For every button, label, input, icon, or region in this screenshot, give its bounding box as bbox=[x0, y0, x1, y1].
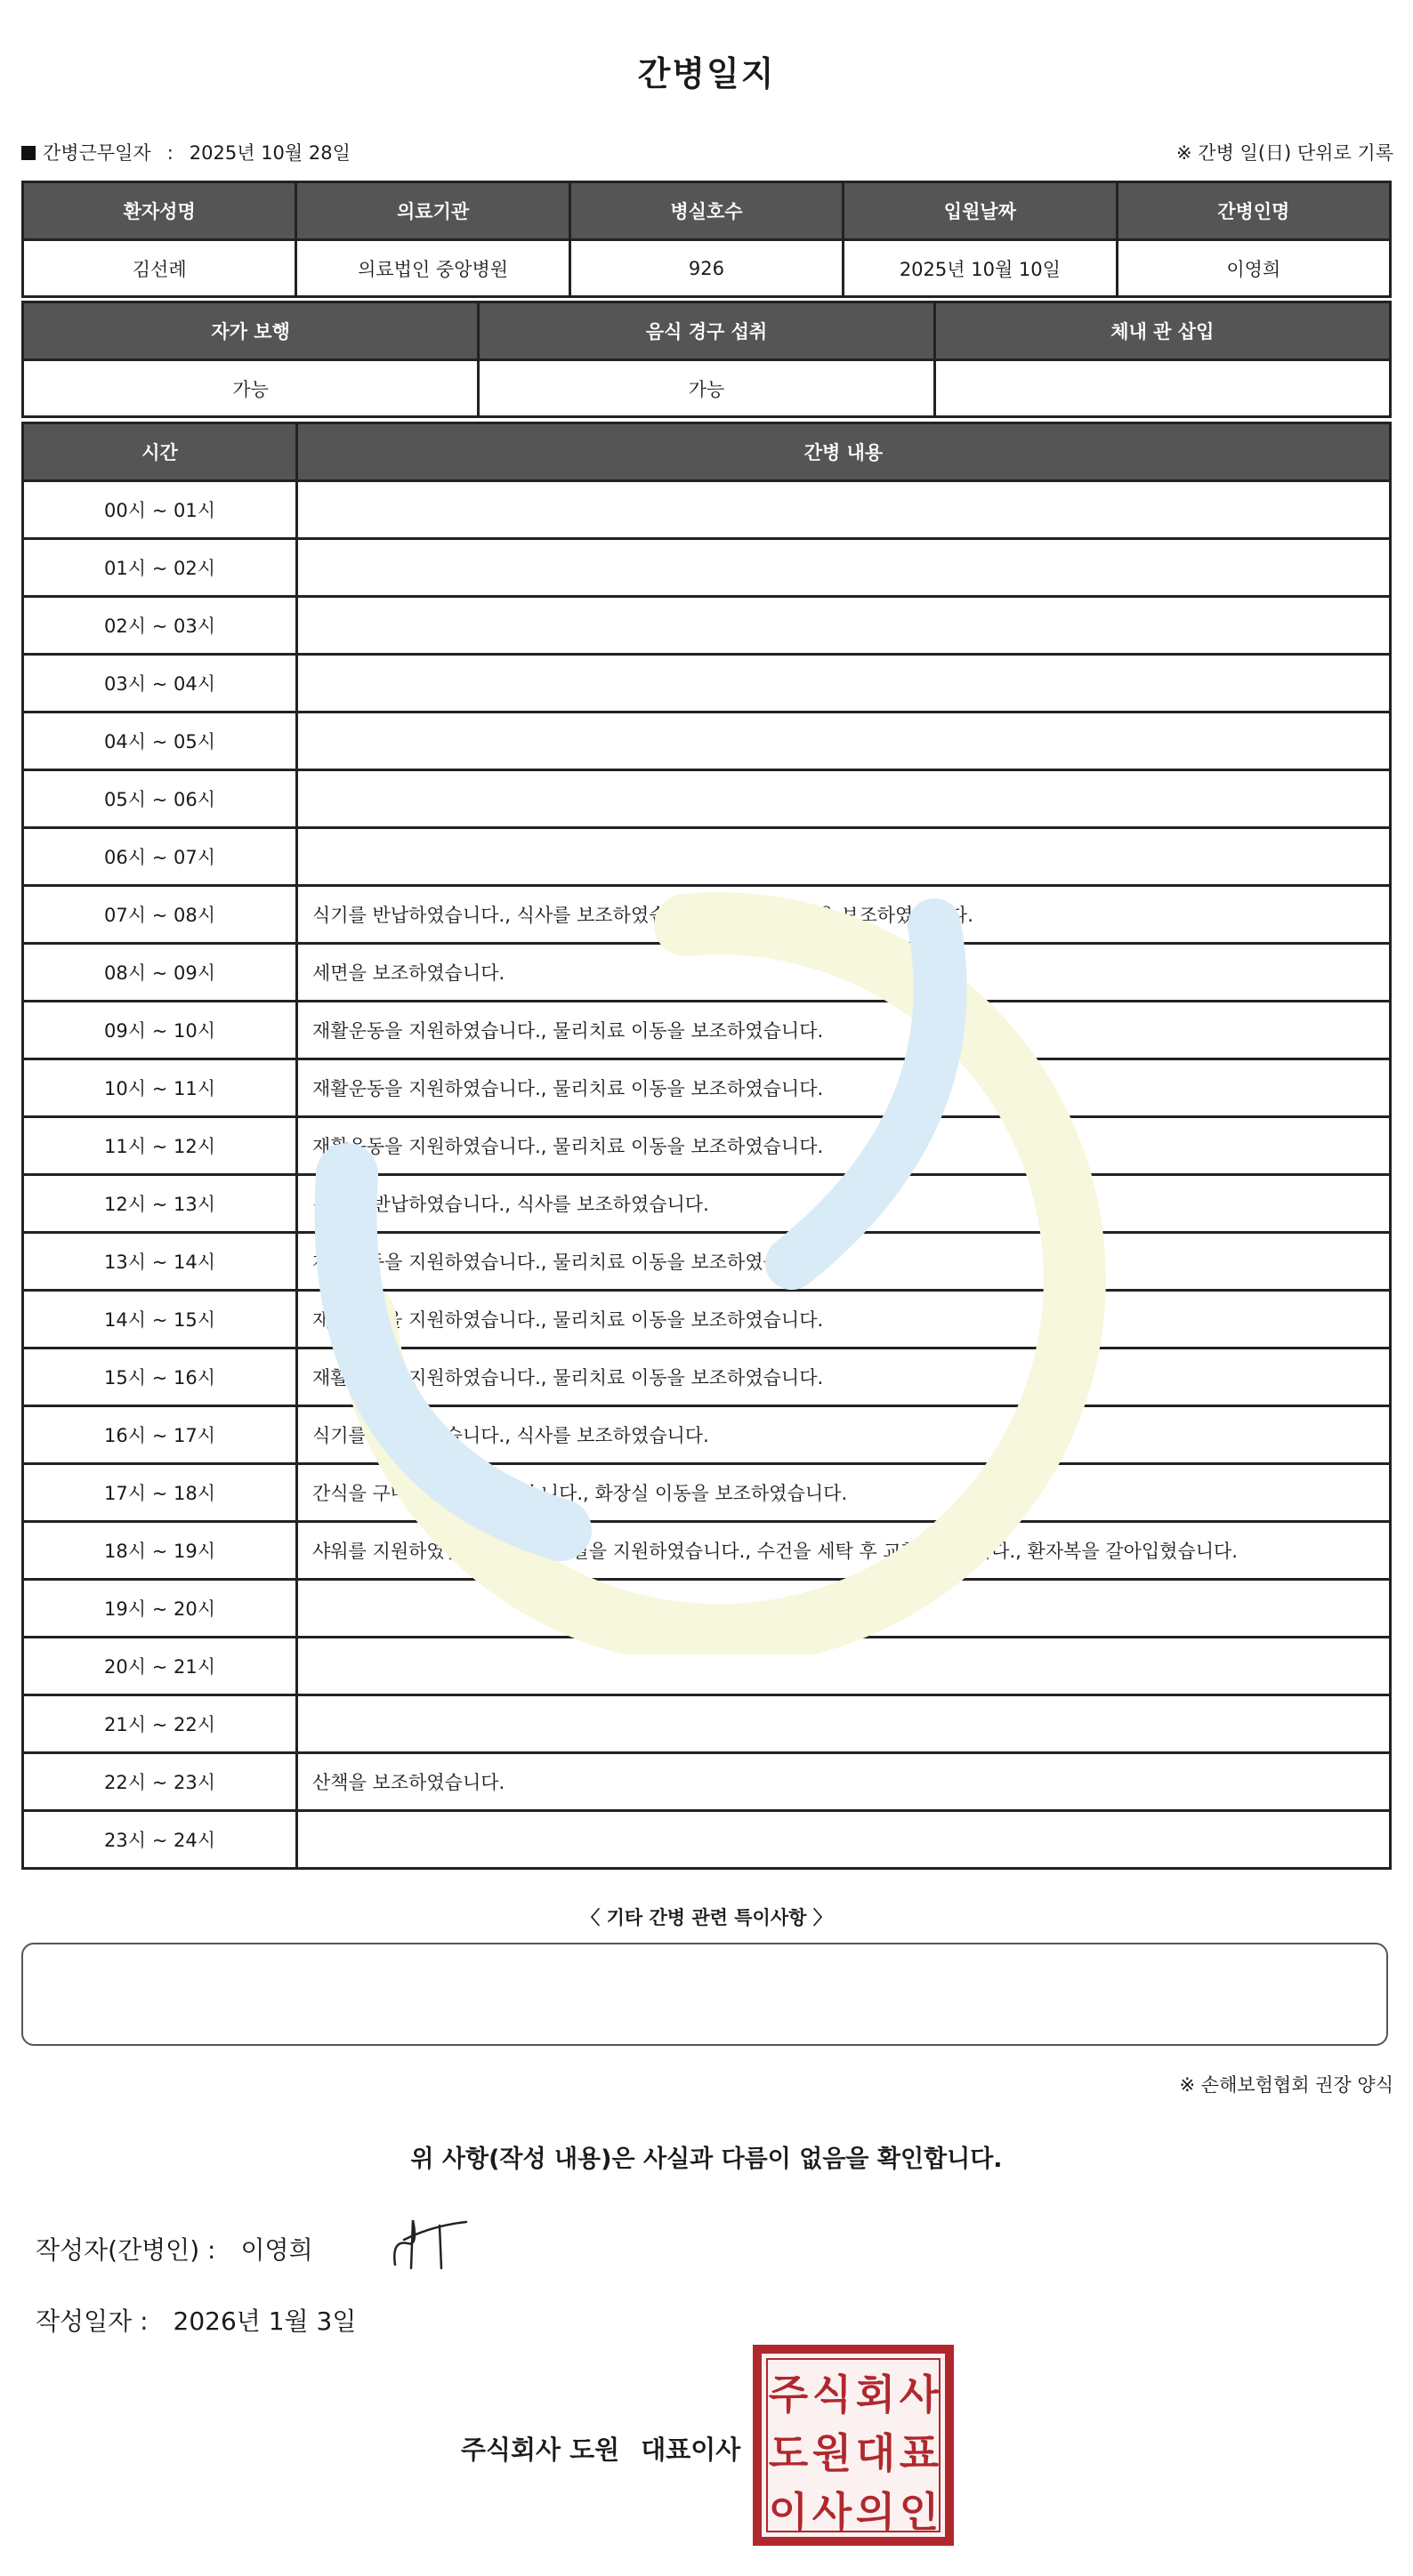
time-slot: 05시 ~ 06시 bbox=[23, 770, 297, 828]
header-caregiver-name: 간병인명 bbox=[1117, 182, 1390, 240]
time-slot: 09시 ~ 10시 bbox=[23, 1002, 297, 1059]
care-content: 재활운동을 지원하였습니다., 물리치료 이동을 보조하였습니다. bbox=[297, 1291, 1391, 1348]
table-row bbox=[23, 655, 1391, 712]
writer-line bbox=[36, 2231, 313, 2266]
table-row bbox=[23, 712, 1391, 770]
time-slot: 16시 ~ 17시 bbox=[23, 1406, 297, 1464]
document-title: 간병일지 bbox=[637, 54, 776, 93]
time-slot: 07시 ~ 08시 bbox=[23, 886, 297, 944]
header-oral-intake: 음식 경구 섭취 bbox=[479, 302, 934, 360]
self-walking-value: 가능 bbox=[23, 360, 479, 417]
hospital-value: 의료법인 중앙병원 bbox=[296, 240, 569, 297]
seal-character: 사 bbox=[811, 2488, 852, 2536]
seal-character: 주 bbox=[768, 2371, 809, 2419]
table-row bbox=[23, 1811, 1391, 1869]
care-content: 식기를 반납하였습니다., 식사를 보조하였습니다. bbox=[297, 1175, 1391, 1233]
tube-insertion-value bbox=[934, 360, 1390, 417]
care-log-table bbox=[21, 422, 1392, 1870]
time-slot: 14시 ~ 15시 bbox=[23, 1291, 297, 1348]
seal-character: 회 bbox=[855, 2371, 896, 2419]
time-slot: 17시 ~ 18시 bbox=[23, 1464, 297, 1522]
time-slot: 02시 ~ 03시 bbox=[23, 597, 297, 655]
time-slot: 23시 ~ 24시 bbox=[23, 1811, 297, 1869]
table-row bbox=[23, 1406, 1391, 1464]
patient-info-header-row bbox=[23, 182, 1391, 240]
time-slot: 01시 ~ 02시 bbox=[23, 539, 297, 597]
care-content: 식기를 반납하였습니다., 식사를 보조하였습니다. bbox=[297, 1406, 1391, 1464]
care-content bbox=[297, 1638, 1391, 1695]
care-content: 샤워를 지원하였습니다., 구강청결을 지원하였습니다., 수건을 세탁 후 교환하였습니다., 환자복을 갈아입혔습니다. bbox=[297, 1522, 1391, 1580]
work-date-separator: : bbox=[166, 142, 174, 164]
writer-label: 작성자(간병인) : bbox=[36, 2235, 216, 2265]
written-date-line bbox=[36, 2302, 356, 2338]
care-content bbox=[297, 1695, 1391, 1753]
written-date-value: 2026년 1월 3일 bbox=[173, 2306, 357, 2336]
time-slot: 11시 ~ 12시 bbox=[23, 1117, 297, 1175]
seal-character: 대 bbox=[855, 2429, 896, 2477]
table-row bbox=[23, 1753, 1391, 1811]
work-date-label: 간병근무일자 bbox=[43, 142, 151, 164]
table-row bbox=[23, 944, 1391, 1002]
care-content: 간식을 구매하여 제공하였습니다., 화장실 이동을 보조하였습니다. bbox=[297, 1464, 1391, 1522]
care-content bbox=[297, 481, 1391, 539]
patient-status-value-row bbox=[23, 360, 1391, 417]
seal-character: 사 bbox=[899, 2371, 940, 2419]
seal-character: 이 bbox=[768, 2488, 809, 2536]
seal-character: 의 bbox=[855, 2488, 896, 2536]
header-hospital: 의료기관 bbox=[296, 182, 569, 240]
care-content bbox=[297, 1811, 1391, 1869]
time-slot: 10시 ~ 11시 bbox=[23, 1059, 297, 1117]
time-slot: 13시 ~ 14시 bbox=[23, 1233, 297, 1291]
table-row bbox=[23, 1580, 1391, 1638]
record-note: ※ 간병 일(日) 단위로 기록 bbox=[1176, 142, 1393, 164]
work-date-value: 2025년 10월 28일 bbox=[189, 142, 351, 164]
square-bullet-icon bbox=[21, 146, 36, 160]
table-row bbox=[23, 539, 1391, 597]
care-content: 세면을 보조하였습니다. bbox=[297, 944, 1391, 1002]
time-slot: 18시 ~ 19시 bbox=[23, 1522, 297, 1580]
patient-info-value-row bbox=[23, 240, 1391, 297]
room-number-value: 926 bbox=[569, 240, 843, 297]
patient-status-header-row bbox=[23, 302, 1391, 360]
header-tube-insertion: 체내 관 삽입 bbox=[934, 302, 1390, 360]
seal-character: 식 bbox=[811, 2371, 852, 2419]
seal-character: 원 bbox=[811, 2429, 852, 2477]
care-content: 재활운동을 지원하였습니다., 물리치료 이동을 보조하였습니다. bbox=[297, 1233, 1391, 1291]
admission-date-value: 2025년 10월 10일 bbox=[844, 240, 1117, 297]
care-content bbox=[297, 1580, 1391, 1638]
table-row bbox=[23, 770, 1391, 828]
care-content: 식기를 반납하였습니다., 식사를 보조하였습니다., 화장실 이동을 보조하였습니다. bbox=[297, 886, 1391, 944]
company-name: 주식회사 도원 bbox=[461, 2435, 620, 2465]
written-date-label: 작성일자 : bbox=[36, 2306, 149, 2336]
time-slot: 15시 ~ 16시 bbox=[23, 1348, 297, 1406]
header-self-walking: 자가 보행 bbox=[23, 302, 479, 360]
oral-intake-value: 가능 bbox=[479, 360, 934, 417]
representative-title: 대표이사 bbox=[641, 2435, 741, 2465]
header-care-content: 간병 내용 bbox=[297, 423, 1391, 481]
seal-character: 표 bbox=[899, 2429, 940, 2477]
table-row bbox=[23, 1638, 1391, 1695]
care-content bbox=[297, 770, 1391, 828]
table-row bbox=[23, 481, 1391, 539]
time-slot: 21시 ~ 22시 bbox=[23, 1695, 297, 1753]
care-content bbox=[297, 828, 1391, 886]
remarks-title: 〈 기타 간병 관련 특이사항 〉 bbox=[581, 1907, 832, 1928]
patient-status-table bbox=[21, 301, 1392, 418]
care-content: 재활운동을 지원하였습니다., 물리치료 이동을 보조하였습니다. bbox=[297, 1002, 1391, 1059]
work-date-line bbox=[21, 139, 351, 165]
time-slot: 00시 ~ 01시 bbox=[23, 481, 297, 539]
table-row bbox=[23, 828, 1391, 886]
care-content: 재활운동을 지원하였습니다., 물리치료 이동을 보조하였습니다. bbox=[297, 1059, 1391, 1117]
table-row bbox=[23, 1059, 1391, 1117]
time-slot: 12시 ~ 13시 bbox=[23, 1175, 297, 1233]
table-row bbox=[23, 1522, 1391, 1580]
header-admission-date: 입원날짜 bbox=[844, 182, 1117, 240]
company-line bbox=[461, 2430, 740, 2467]
header-room-number: 병실호수 bbox=[569, 182, 843, 240]
patient-info-table bbox=[21, 181, 1392, 298]
time-slot: 08시 ~ 09시 bbox=[23, 944, 297, 1002]
caregiver-name-value: 이영희 bbox=[1117, 240, 1390, 297]
signature-icon bbox=[388, 2213, 477, 2277]
time-slot: 06시 ~ 07시 bbox=[23, 828, 297, 886]
care-log-header-row bbox=[23, 423, 1391, 481]
table-row bbox=[23, 1464, 1391, 1522]
time-slot: 22시 ~ 23시 bbox=[23, 1753, 297, 1811]
seal-character: 도 bbox=[768, 2429, 809, 2477]
care-log-body bbox=[23, 481, 1391, 1869]
care-content: 산책을 보조하였습니다. bbox=[297, 1753, 1391, 1811]
table-row bbox=[23, 1117, 1391, 1175]
writer-name: 이영희 bbox=[240, 2235, 313, 2265]
care-content: 재활운동을 지원하였습니다., 물리치료 이동을 보조하였습니다. bbox=[297, 1117, 1391, 1175]
table-row bbox=[23, 1291, 1391, 1348]
table-row bbox=[23, 1002, 1391, 1059]
care-content bbox=[297, 712, 1391, 770]
table-row bbox=[23, 597, 1391, 655]
table-row bbox=[23, 886, 1391, 944]
seal-character: 인 bbox=[899, 2488, 940, 2536]
patient-name-value: 김선례 bbox=[23, 240, 296, 297]
care-content bbox=[297, 539, 1391, 597]
time-slot: 04시 ~ 05시 bbox=[23, 712, 297, 770]
time-slot: 19시 ~ 20시 bbox=[23, 1580, 297, 1638]
care-content bbox=[297, 597, 1391, 655]
care-content: 재활운동을 지원하였습니다., 물리치료 이동을 보조하였습니다. bbox=[297, 1348, 1391, 1406]
form-note: ※ 손해보험협회 권장 양식 bbox=[1179, 2074, 1393, 2096]
company-seal-icon bbox=[753, 2345, 954, 2546]
time-slot: 20시 ~ 21시 bbox=[23, 1638, 297, 1695]
header-patient-name: 환자성명 bbox=[23, 182, 296, 240]
time-slot: 03시 ~ 04시 bbox=[23, 655, 297, 712]
table-row bbox=[23, 1233, 1391, 1291]
confirmation-statement: 위 사항(작성 내용)은 사실과 다름이 없음을 확인합니다. bbox=[410, 2145, 1003, 2173]
remarks-box bbox=[21, 1943, 1388, 2046]
header-time: 시간 bbox=[23, 423, 297, 481]
care-content bbox=[297, 655, 1391, 712]
table-row bbox=[23, 1695, 1391, 1753]
table-row bbox=[23, 1175, 1391, 1233]
table-row bbox=[23, 1348, 1391, 1406]
